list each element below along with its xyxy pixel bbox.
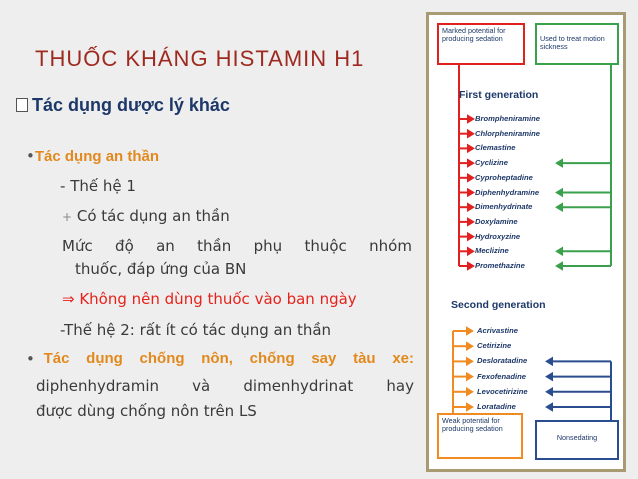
arrowhead-icon bbox=[468, 263, 473, 269]
second-gen-drug: Loratadine bbox=[477, 402, 516, 411]
word: chống bbox=[249, 350, 295, 367]
arrowhead-icon bbox=[467, 389, 472, 395]
word: chống bbox=[139, 350, 185, 367]
arrowhead-icon bbox=[467, 328, 472, 334]
arrowhead-icon bbox=[468, 145, 473, 151]
bullet-dot: • bbox=[26, 350, 35, 368]
word: độ bbox=[115, 237, 134, 255]
box-weak-sedation: Weak potential for producing sedation bbox=[437, 413, 523, 459]
word: an bbox=[156, 237, 175, 255]
plus-item-2-line2: thuốc, đáp ứng của BN bbox=[75, 260, 247, 278]
word: say bbox=[311, 350, 337, 367]
arrowhead-icon bbox=[468, 234, 473, 240]
word: dimenhydrinat bbox=[243, 377, 354, 395]
word: diphenhydramin bbox=[36, 377, 160, 395]
second-gen-drug: Acrivastine bbox=[477, 326, 518, 335]
page-title: THUỐC KHÁNG HISTAMIN H1 bbox=[35, 46, 365, 71]
arrowhead-icon bbox=[467, 404, 472, 410]
word: Tác bbox=[43, 350, 70, 367]
arrowhead-icon bbox=[468, 160, 473, 166]
word: dụng bbox=[86, 350, 123, 367]
word: Mức bbox=[62, 237, 93, 255]
arrowhead-icon bbox=[468, 204, 473, 210]
word: tàu bbox=[353, 350, 376, 367]
box-marked-sedation: Marked potential for producing sedation bbox=[437, 23, 525, 65]
arrowhead-icon bbox=[547, 358, 552, 364]
first-gen-drug: Hydroxyzine bbox=[475, 231, 521, 241]
plus-item-1-text: Có tác dụng an thần bbox=[76, 207, 230, 225]
sub-gen1 bbox=[60, 177, 136, 195]
bullet-sedation-text: Tác dụng an thần bbox=[34, 148, 160, 165]
second-gen-drug: Fexofenadine bbox=[477, 371, 526, 381]
first-gen-drug: Chlorpheniramine bbox=[475, 128, 540, 138]
body-line-1 bbox=[36, 377, 414, 395]
arrowhead-icon bbox=[547, 374, 552, 380]
plus: + bbox=[62, 210, 73, 224]
word: thần bbox=[197, 237, 232, 255]
connector-lines bbox=[429, 15, 623, 469]
word: nhóm bbox=[369, 237, 412, 255]
sub-gen1-text: Thế hệ 1 bbox=[70, 177, 136, 195]
second-gen-drug: Desloratadine bbox=[477, 356, 528, 366]
first-gen-drug: Cyclizine bbox=[475, 158, 508, 168]
body-line-2: được dùng chống nôn trên LS bbox=[36, 402, 257, 420]
bullet-antiemetic bbox=[26, 350, 414, 368]
checkbox-square-icon bbox=[16, 98, 28, 112]
box-motion-sickness: Used to treat motion sickness bbox=[535, 23, 619, 65]
arrowhead-icon bbox=[557, 204, 562, 210]
word: và bbox=[192, 377, 211, 395]
second-gen-drug: Cetirizine bbox=[477, 341, 512, 351]
plus-item-2-line1 bbox=[62, 237, 412, 255]
arrowhead-icon bbox=[467, 374, 472, 380]
sub-gen2 bbox=[60, 321, 331, 339]
arrowhead-icon bbox=[468, 219, 473, 225]
bullet-sedation bbox=[26, 147, 159, 165]
dash: - bbox=[60, 321, 65, 339]
plus-item-1 bbox=[62, 207, 230, 225]
first-gen-drug: Cyproheptadine bbox=[475, 172, 533, 182]
word: phụ bbox=[253, 237, 283, 255]
arrowhead-icon bbox=[468, 116, 473, 122]
word: xe: bbox=[392, 350, 414, 367]
section-heading bbox=[16, 95, 230, 116]
arrowhead-icon bbox=[468, 190, 473, 196]
arrowhead-icon bbox=[557, 190, 562, 196]
arrowhead-icon bbox=[467, 343, 472, 349]
section-heading-text: Tác dụng dược lý khác bbox=[32, 95, 230, 115]
arrowhead-icon bbox=[557, 263, 562, 269]
second-gen-drug: Levocetirizine bbox=[477, 386, 528, 396]
arrowhead-icon bbox=[547, 404, 552, 410]
first-gen-drug: Doxylamine bbox=[475, 216, 518, 226]
body-line-1-words bbox=[36, 377, 414, 395]
implication-text: ⇒ Không nên dùng thuốc vào ban ngày bbox=[62, 290, 357, 308]
arrowhead-icon bbox=[468, 175, 473, 181]
box-nonsedating: Nonsedating bbox=[535, 420, 619, 460]
first-gen-drug: Diphenhydramine bbox=[475, 187, 540, 197]
plus-item-2 bbox=[62, 237, 412, 255]
antihistamine-figure bbox=[426, 12, 626, 472]
arrowhead-icon bbox=[557, 248, 562, 254]
word: hay bbox=[386, 377, 414, 395]
first-gen-drug: Promethazine bbox=[475, 261, 525, 270]
arrowhead-icon bbox=[468, 248, 473, 254]
bullet-antiemetic-line bbox=[26, 350, 414, 368]
first-gen-drug: Dimenhydrinate bbox=[475, 202, 533, 212]
first-gen-drug: Clemastine bbox=[475, 143, 516, 153]
first-gen-drug: Brompheniramine bbox=[475, 114, 540, 123]
first-gen-drug: Meclizine bbox=[475, 246, 509, 256]
second-generation-title: Second generation bbox=[451, 299, 546, 311]
arrowhead-icon bbox=[468, 131, 473, 137]
arrowhead-icon bbox=[547, 389, 552, 395]
arrowhead-icon bbox=[467, 358, 472, 364]
word: thuộc bbox=[304, 237, 347, 255]
word: nôn, bbox=[201, 350, 233, 367]
dash: - bbox=[60, 177, 66, 195]
first-generation-title: First generation bbox=[459, 89, 539, 101]
bullet-dot: • bbox=[26, 147, 35, 165]
arrowhead-icon bbox=[557, 160, 562, 166]
sub-gen2-text: Thế hệ 2: rất ít có tác dụng an thần bbox=[64, 321, 332, 339]
